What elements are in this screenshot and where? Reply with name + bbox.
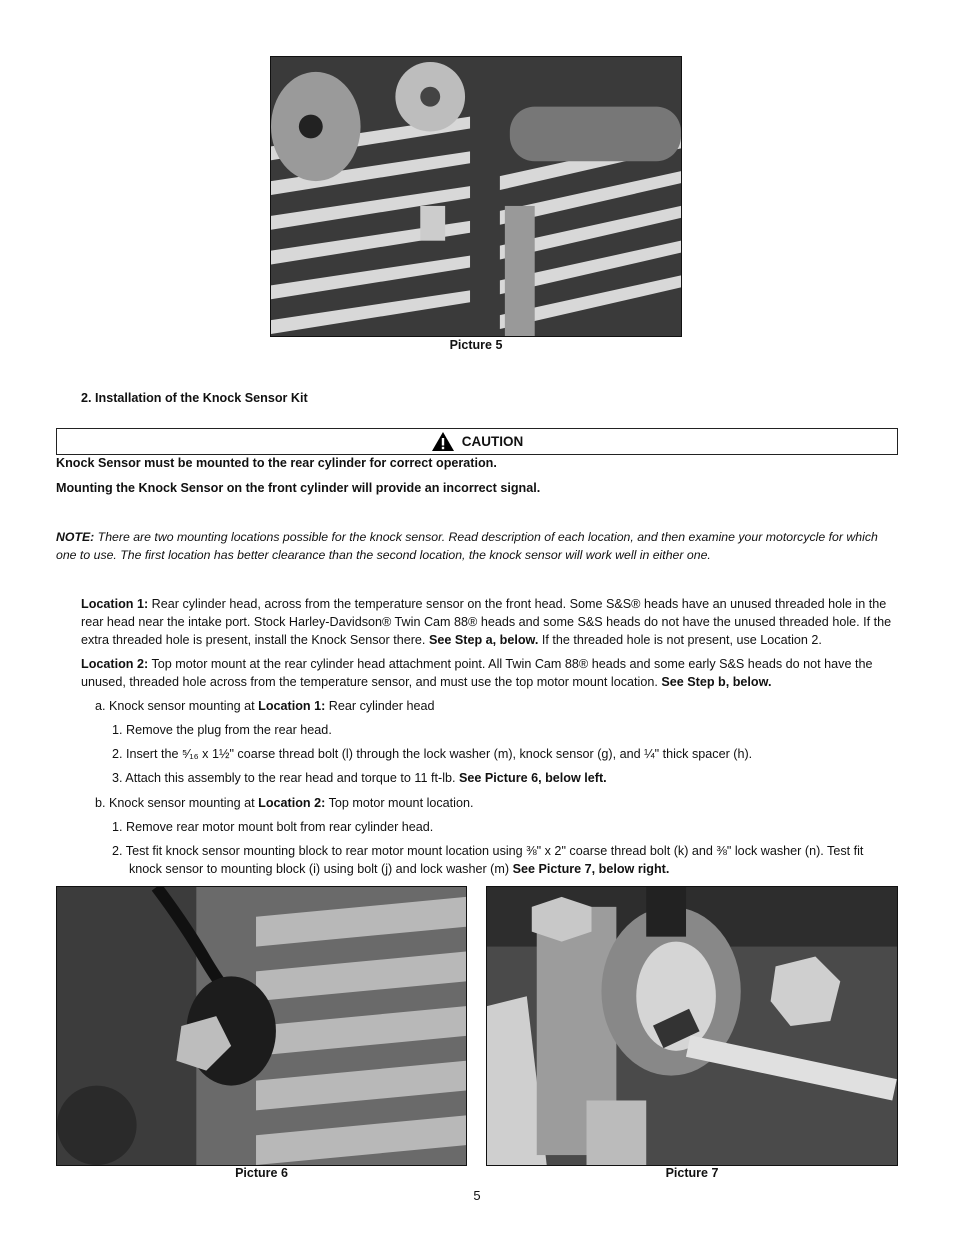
- step-b-item-2: [112, 842, 898, 878]
- location-2-label: Location 2:: [81, 657, 149, 671]
- location-1-paragraph: [81, 595, 898, 649]
- step-a-item-3: [112, 769, 898, 787]
- step-b-text: Top motor mount location.: [325, 796, 474, 810]
- caution-line-2: Mounting the Knock Sensor on the front cylinder will provide an incorrect signal.: [56, 481, 541, 495]
- location-2-paragraph: [81, 655, 898, 691]
- step-a-label: Location 1:: [258, 699, 326, 713]
- step-a-item-1: [112, 721, 898, 739]
- location-1-text: Rear cylinder head, across from the temperature sensor on the front head. Some S&S® heads have an unused threaded hole in the rear head near the intake port. Stock Harley-Davidson® Twin Cam 88® heads and some S&S heads do not have the unused threaded hole. If the extra threaded hole is present, install the Knock Sensor there.: [81, 597, 892, 647]
- step-a-item-ref: See Picture 6, below left.: [459, 771, 607, 785]
- step-b-prefix: b. Knock sensor mounting at: [95, 796, 259, 810]
- location-1-label: Location 1:: [81, 597, 149, 611]
- step-b-item-1: [112, 818, 898, 836]
- engine-photo-picture-5: [270, 56, 682, 337]
- caution-banner: [56, 428, 898, 455]
- picture-7-caption: Picture 7: [665, 1166, 719, 1180]
- page-number: 5: [473, 1188, 481, 1203]
- warning-icon: [431, 431, 455, 452]
- section-heading: 2. Installation of the Knock Sensor Kit: [81, 391, 308, 405]
- location-1-text-2: If the threaded hole is not present, use Location 2.: [538, 633, 822, 647]
- step-a-heading: [95, 697, 898, 715]
- note-text: There are two mounting locations possible for the knock sensor. Read description of each location, and then examine your motorcycle for which one to use. The first location has better clearance than the second location, the knock sensor will work well in either one.: [56, 530, 878, 562]
- picture-5-caption: Picture 5: [449, 338, 503, 352]
- knock-sensor-photo-picture-6: [56, 886, 467, 1166]
- step-a-item-text: 2. Insert the ⁵⁄₁₆ x 1½" coarse thread bolt (l) through the lock washer (m), knock sensor (g), and ¼" thick spacer (h).: [112, 747, 753, 761]
- picture-6-caption: Picture 6: [235, 1166, 288, 1180]
- step-a-prefix: a. Knock sensor mounting at: [95, 699, 259, 713]
- step-b-item-ref: See Picture 7, below right.: [512, 862, 670, 876]
- step-b-heading: [95, 794, 898, 812]
- mounting-block-photo-picture-7: [486, 886, 898, 1166]
- note-label: NOTE:: [56, 530, 95, 544]
- step-a-item-2: [112, 745, 898, 763]
- step-b-label: Location 2:: [258, 796, 326, 810]
- step-a-item-text: 1. Remove the plug from the rear head.: [112, 723, 332, 737]
- location-2-reference: See Step b, below.: [661, 675, 772, 689]
- location-1-reference: See Step a, below.: [428, 633, 539, 647]
- step-a-item-text: 3. Attach this assembly to the rear head and torque to 11 ft-lb.: [112, 771, 459, 785]
- step-b-item-text: 2. Test fit knock sensor mounting block to rear motor mount location using ⅜" x 2" coarse thread bolt (k) and ⅜" lock washer (n). Test fit knock sensor to mounting block (i) using bolt (j) and lock washer (m): [112, 844, 864, 876]
- location-2-text: Top motor mount at the rear cylinder head attachment point. All Twin Cam 88® heads and some early S&S heads do not have the unused, threaded hole across from the temperature sensor, and must use the top motor mount location.: [81, 657, 873, 689]
- caution-line-1: Knock Sensor must be mounted to the rear cylinder for correct operation.: [56, 456, 497, 470]
- note-paragraph: [56, 529, 898, 564]
- caution-label: CAUTION: [461, 434, 524, 449]
- step-b-item-text: 1. Remove rear motor mount bolt from rear cylinder head.: [112, 820, 434, 834]
- step-a-text: Rear cylinder head: [325, 699, 435, 713]
